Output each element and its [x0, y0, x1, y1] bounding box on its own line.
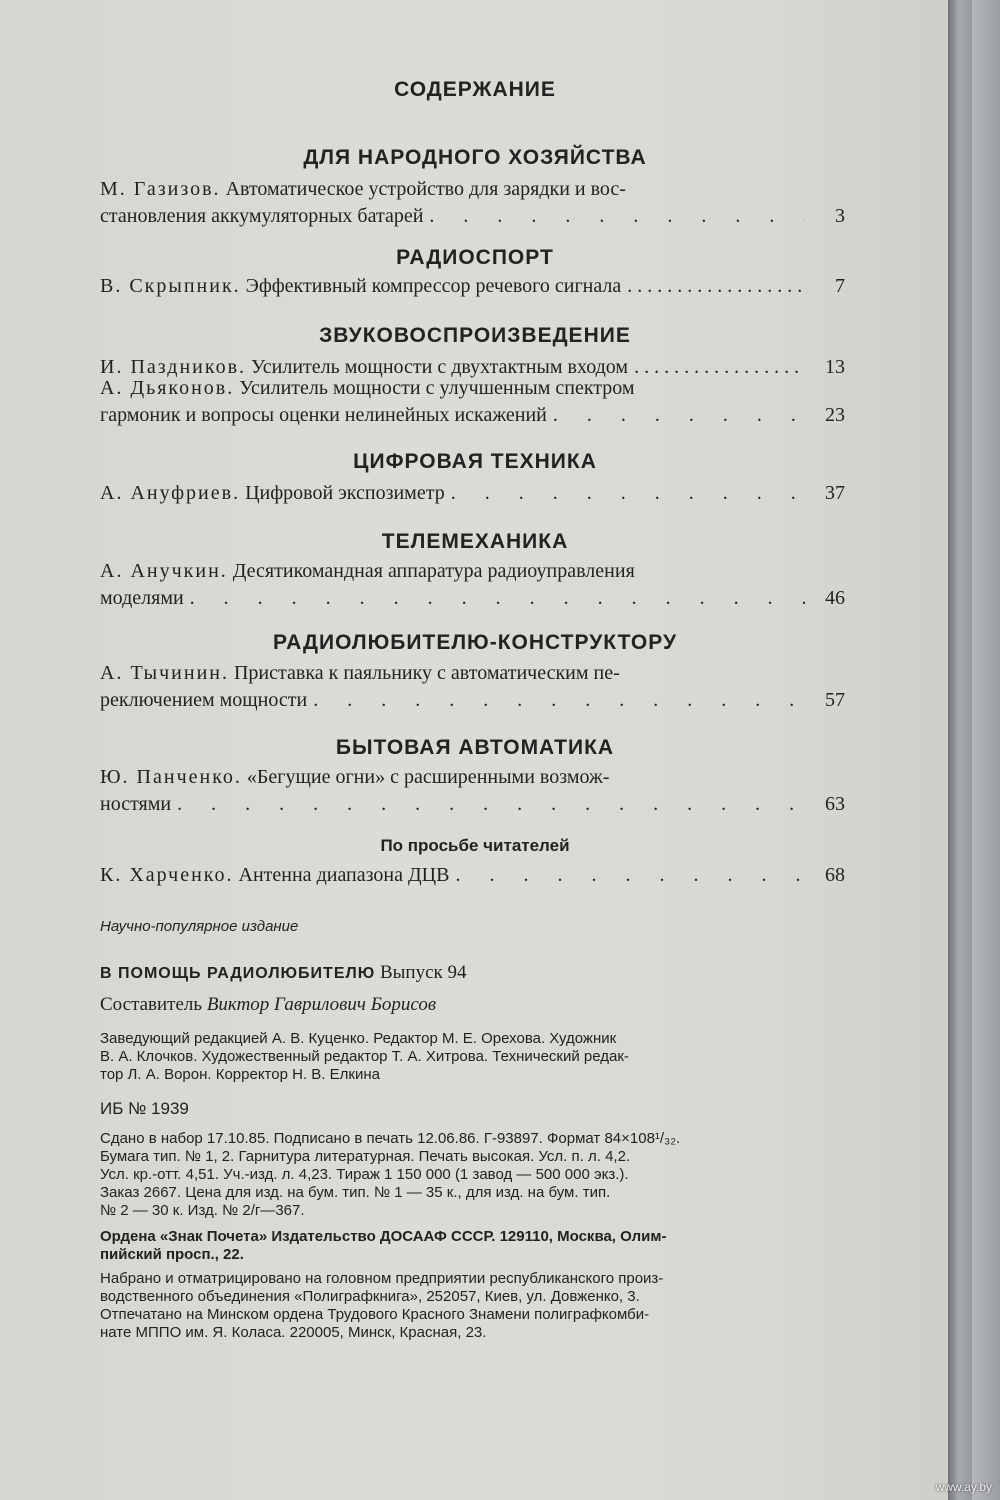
issue-number: Выпуск 94	[379, 962, 467, 983]
entry-page-number: 3	[835, 205, 845, 227]
section-title: ЦИФРОВАЯ ТЕХНИКА	[353, 450, 597, 473]
entry-author: В. Скрыпник.	[100, 275, 241, 297]
print-line: № 2 — 30 к. Изд. № 2/г—367.	[100, 1202, 305, 1219]
entry-title-line: «Бегущие огни» с расширенными возмож-	[246, 766, 610, 788]
dot-leader	[445, 480, 805, 507]
page-edge-strip	[972, 0, 1000, 1500]
staff-line: тор Л. А. Ворон. Корректор Н. В. Елкина	[100, 1066, 380, 1083]
entry-title-line: Автоматическое устройство для зарядки и вос-	[225, 178, 626, 200]
toc-entry	[100, 660, 845, 714]
entry-title-line: Антенна диапазона ДЦВ	[238, 864, 450, 886]
compiler-label: Составитель	[100, 994, 203, 1015]
entry-title-line: реключением мощности	[100, 689, 308, 711]
printing-info	[100, 1270, 860, 1342]
toc-entry	[100, 862, 845, 889]
section-title: По просьбе читателей	[380, 836, 570, 855]
ib-number: ИБ № 1939	[100, 1099, 189, 1118]
entry-page-number: 68	[825, 864, 845, 886]
dot-leader	[547, 402, 805, 429]
section-title: БЫТОВАЯ АВТОМАТИКА	[335, 736, 615, 759]
section-title: ТЕЛЕМЕХАНИКА	[381, 530, 569, 553]
print-line: Сдано в набор 17.10.85. Подписано в печать 12.06.86. Г-93897. Формат 84×108¹/₃₂.	[100, 1130, 681, 1147]
entry-page-number: 57	[825, 689, 845, 711]
entry-title-line: гармоник и вопросы оценки нелинейных искажений	[100, 404, 547, 426]
publisher-info	[100, 1228, 860, 1264]
section-title: ЗВУКОВОСПРОИЗВЕДЕНИЕ	[319, 324, 631, 347]
entry-title-line: Эффективный компрессор речевого сигнала	[245, 275, 622, 297]
entry-author: А. Тычинин.	[100, 662, 229, 684]
section-title: РАДИОСПОРТ	[396, 246, 554, 269]
entry-author: А. Ануфриев.	[100, 482, 241, 504]
toc-entry	[100, 764, 845, 818]
series-line	[100, 962, 467, 984]
staff-line: Заведующий редакцией А. В. Куценко. Редактор М. Е. Орехова. Художник	[100, 1030, 617, 1047]
dot-leader	[171, 791, 805, 818]
entry-author: Ю. Панченко.	[100, 766, 242, 788]
entry-author: М. Газизов.	[100, 178, 221, 200]
entry-page-number: 37	[825, 482, 845, 504]
entry-title-line: Приставка к паяльнику с автоматическим пе-	[233, 662, 620, 684]
staff-line: В. А. Клочков. Художественный редактор Т. А. Хитрова. Технический редак-	[100, 1048, 629, 1065]
print-details	[100, 1130, 860, 1220]
section-title: ДЛЯ НАРОДНОГО ХОЗЯЙСТВА	[303, 146, 647, 169]
print-line: Усл. кр.-отт. 4,51. Уч.-изд. л. 4,23. Тираж 1 150 000 (1 завод — 500 000 экз.).	[100, 1166, 629, 1183]
entry-page-number: 13	[825, 356, 845, 378]
toc-entry	[100, 558, 845, 612]
dot-leader	[621, 273, 805, 300]
entry-page-number: 23	[825, 404, 845, 426]
section-title: РАДИОЛЮБИТЕЛЮ-КОНСТРУКТОРУ	[272, 631, 678, 654]
print-line: Бумага тип. № 1, 2. Гарнитура литературная. Печать высокая. Усл. п. л. 4,2.	[100, 1148, 631, 1165]
editorial-staff	[100, 1030, 860, 1084]
toc-entry	[100, 480, 845, 507]
entry-title-line: становления аккумуляторных батарей	[100, 205, 424, 227]
entry-author: А. Дьяконов.	[100, 377, 235, 399]
dot-leader	[423, 203, 805, 230]
entry-title-line: Усилитель мощности с улучшенным спектром	[239, 377, 635, 399]
entry-title-line: Цифровой экспозиметр	[245, 482, 445, 504]
compiler-name: Виктор Гаврилович Борисов	[206, 994, 437, 1015]
entry-page-number: 63	[825, 793, 845, 815]
printing-line: водственного объединения «Полиграфкнига», 252057, Киев, ул. Довженко, 3.	[100, 1288, 640, 1305]
series-title: В ПОМОЩЬ РАДИОЛЮБИТЕЛЮ	[100, 965, 376, 982]
entry-page-number: 46	[825, 587, 845, 609]
printing-line: нате МППО им. Я. Коласа. 220005, Минск, Красная, 23.	[100, 1324, 487, 1341]
entry-author: И. Паздников.	[100, 356, 247, 378]
entry-page-number: 7	[835, 275, 845, 297]
entry-author: А. Анучкин.	[100, 560, 228, 582]
toc-entry	[100, 273, 845, 300]
entry-title-line: Десятикомандная аппаратура радиоуправления	[232, 560, 635, 582]
printing-line: Набрано и отматрицировано на головном предприятии республиканского произ-	[100, 1270, 664, 1287]
publisher-line: Ордена «Знак Почета» Издательство ДОСААФ СССР. 129110, Москва, Олим-	[100, 1228, 667, 1245]
print-line: Заказ 2667. Цена для изд. на бум. тип. № 1 — 35 к., для изд. на бум. тип.	[100, 1184, 611, 1201]
dot-leader	[449, 862, 805, 889]
entry-title-line: моделями	[100, 587, 184, 609]
compiler-line	[100, 994, 436, 1016]
watermark: www.ay.by	[935, 1480, 992, 1494]
dot-leader	[307, 687, 805, 714]
entry-title-line: ностями	[100, 793, 172, 815]
toc-entry	[100, 375, 845, 429]
entry-author: К. Харченко.	[100, 864, 234, 886]
printing-line: Отпечатано на Минском ордена Трудового Красного Знамени полиграфкомби-	[100, 1306, 650, 1323]
dot-leader	[184, 585, 805, 612]
toc-entry	[100, 176, 845, 230]
edition-genre: Научно-популярное издание	[100, 918, 299, 935]
publisher-line: пийский просп., 22.	[100, 1246, 244, 1263]
contents-title: СОДЕРЖАНИЕ	[394, 78, 556, 101]
entry-title-line: Усилитель мощности с двухтактным входом	[251, 356, 629, 378]
